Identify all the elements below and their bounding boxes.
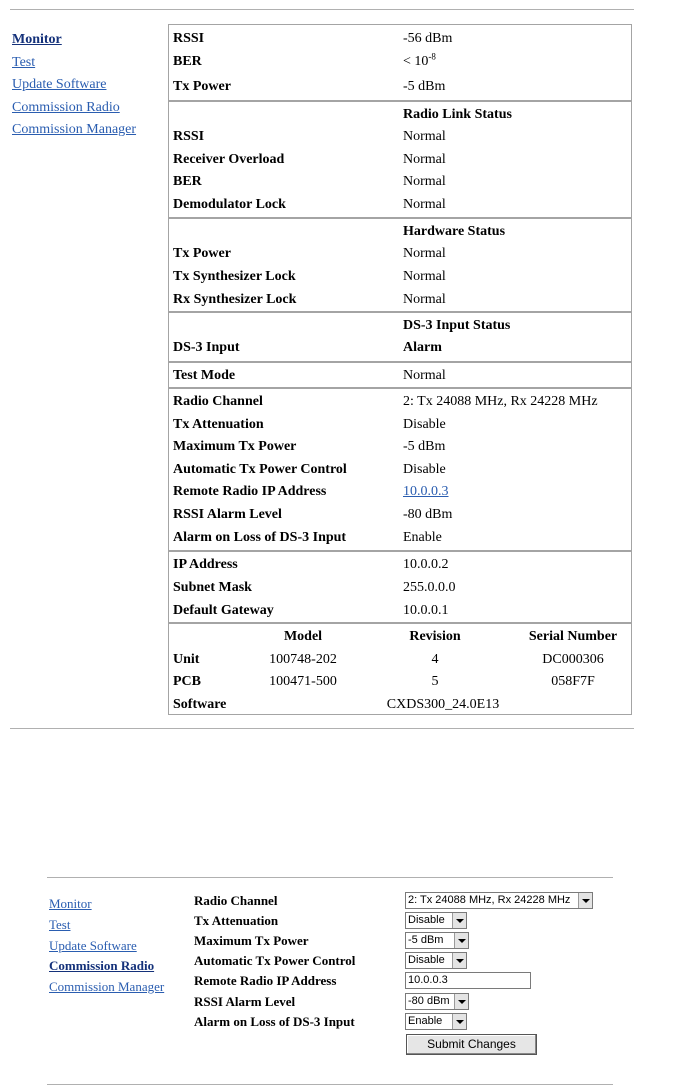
radio-channel-label: Radio Channel (194, 893, 278, 908)
bottom-divider (47, 1084, 613, 1085)
rssi-label: RSSI (173, 31, 205, 46)
ds3-alarm-value: Alarm (403, 340, 442, 355)
bottom-top-divider (47, 877, 613, 878)
status-row (173, 194, 627, 216)
chevron-down-icon (454, 994, 468, 1009)
nav-link-commission-radio[interactable]: Commission Radio (49, 958, 155, 974)
network-row (173, 577, 627, 599)
setting-row (173, 504, 627, 526)
network-value: 10.0.0.1 (403, 603, 449, 618)
ber-value: < $10^{-8}$ (403, 51, 436, 69)
status-label: Demodulator Lock (173, 197, 286, 212)
serial-header: Serial Number (528, 629, 618, 644)
unit-model: 100748-202 (269, 652, 337, 667)
status-value: Normal (403, 152, 446, 167)
network-label: IP Address (173, 557, 238, 572)
rssi-value: -56 dBm (403, 31, 453, 46)
versions-section (169, 622, 631, 716)
setting-label: Remote Radio IP Address (173, 484, 327, 499)
chevron-down-icon (578, 893, 592, 908)
setting-row (173, 459, 627, 481)
select-value: 2: Tx 24088 MHz, Rx 24228 MHz (408, 894, 571, 906)
network-label: Default Gateway (173, 603, 274, 618)
auto-tx-power-control-label: Automatic Tx Power Control (194, 953, 356, 968)
status-label: DS-3 Input (173, 340, 240, 355)
unit-label: Unit (173, 652, 200, 667)
ber-label: BER (173, 54, 202, 69)
setting-row (173, 436, 627, 458)
ds3-input-status-section (169, 311, 631, 363)
status-value: Normal (403, 246, 446, 261)
pcb-row (173, 671, 627, 693)
nav-link-test[interactable]: Test (49, 916, 71, 932)
status-panel (168, 24, 632, 715)
network-section (169, 550, 631, 624)
tx-attenuation-select[interactable] (405, 912, 467, 929)
status-value: Normal (403, 129, 446, 144)
status-label: RSSI (173, 129, 205, 144)
tx-attenuation-label: Tx Attenuation (194, 913, 279, 928)
status-row (173, 243, 627, 265)
status-value: Normal (403, 197, 446, 212)
setting-label: Automatic Tx Power Control (173, 462, 347, 477)
versions-header-row (173, 626, 627, 648)
status-value: Normal (403, 174, 446, 189)
tx-power-label: Tx Power (173, 79, 231, 94)
unit-serial: DC000306 (542, 652, 604, 667)
radio-link-status-heading: Radio Link Status (403, 107, 512, 122)
setting-value: 2: Tx 24088 MHz, Rx 24228 MHz (403, 394, 598, 409)
pcb-label: PCB (173, 674, 201, 689)
software-version: CXDS300_24.0E13 (386, 697, 500, 712)
setting-label: Tx Attenuation (173, 417, 264, 432)
status-value: Normal (403, 269, 446, 284)
setting-value: Disable (403, 462, 446, 477)
performance-section (169, 28, 631, 100)
top-divider (10, 9, 634, 10)
nav-link-commission-radio[interactable]: Commission Radio (12, 99, 120, 115)
chevron-down-icon (452, 1014, 466, 1029)
bottom-nav-menu (49, 894, 164, 998)
status-row (173, 337, 627, 359)
status-label: Rx Synthesizer Lock (173, 292, 297, 307)
test-mode-row (173, 365, 627, 387)
hardware-status-heading: Hardware Status (403, 224, 506, 239)
test-mode-value: Normal (403, 368, 446, 383)
select-value: -80 dBm (408, 995, 450, 1007)
middle-divider (10, 728, 634, 729)
remote-radio-ip-input[interactable] (405, 972, 531, 989)
auto-tx-power-control-select[interactable] (405, 952, 467, 969)
network-label: Subnet Mask (173, 580, 252, 595)
nav-link-test[interactable]: Test (12, 54, 36, 70)
radio-link-status-section (169, 100, 631, 218)
status-row (173, 149, 627, 171)
nav-link-commission-manager[interactable]: Commission Manager (12, 122, 137, 138)
setting-row (173, 481, 627, 503)
status-label: Tx Synthesizer Lock (173, 269, 296, 284)
select-value: Enable (408, 1015, 443, 1027)
nav-link-commission-manager[interactable]: Commission Manager (49, 979, 165, 995)
select-value: Disable (408, 954, 445, 966)
radio-settings-section (169, 387, 631, 552)
nav-link-update-software[interactable]: Update Software (12, 77, 107, 93)
select-value: -5 dBm (408, 934, 444, 946)
status-row (173, 266, 627, 288)
status-row (173, 289, 627, 311)
tx-power-value: -5 dBm (403, 79, 446, 94)
test-mode-section (169, 361, 631, 389)
setting-label: Alarm on Loss of DS-3 Input (173, 530, 347, 545)
network-row (173, 554, 627, 576)
status-label: BER (173, 174, 202, 189)
select-value: Disable (408, 914, 445, 926)
radio-channel-select[interactable] (405, 892, 593, 909)
ds3-input-status-heading: DS-3 Input Status (403, 318, 511, 333)
pcb-model: 100471-500 (269, 674, 337, 689)
max-tx-power-label: Maximum Tx Power (194, 933, 309, 948)
rssi-alarm-level-select[interactable] (405, 993, 469, 1010)
unit-row (173, 649, 627, 671)
submit-changes-button[interactable]: Submit Changes (406, 1034, 537, 1055)
setting-value: -5 dBm (403, 439, 446, 454)
chevron-down-icon (454, 933, 468, 948)
alarm-loss-ds3-label: Alarm on Loss of DS-3 Input (194, 1014, 355, 1029)
pcb-revision: 5 (431, 674, 439, 689)
revision-header: Revision (409, 629, 461, 644)
nav-link-monitor[interactable]: Monitor (12, 32, 62, 47)
software-label: Software (173, 697, 227, 712)
status-label: Receiver Overload (173, 152, 285, 167)
network-value: 10.0.0.2 (403, 557, 449, 572)
status-row (173, 126, 627, 148)
setting-value: Enable (403, 530, 442, 545)
test-mode-label: Test Mode (173, 368, 236, 383)
input-value: 10.0.0.3 (408, 974, 448, 986)
status-label: Tx Power (173, 246, 231, 261)
setting-label: Radio Channel (173, 394, 263, 409)
status-row (173, 171, 627, 193)
ber-row (173, 51, 627, 73)
setting-value: Disable (403, 417, 446, 432)
top-nav-menu (12, 29, 136, 142)
setting-label: Maximum Tx Power (173, 439, 297, 454)
rssi-alarm-level-label: RSSI Alarm Level (194, 994, 296, 1009)
setting-row (173, 391, 627, 413)
model-header: Model (283, 629, 323, 644)
max-tx-power-select[interactable] (405, 932, 469, 949)
alarm-loss-ds3-select[interactable] (405, 1013, 467, 1030)
remote-radio-ip-label: Remote Radio IP Address (194, 973, 337, 988)
tx-power-row (173, 76, 627, 98)
network-row (173, 600, 627, 622)
software-row (173, 694, 627, 716)
nav-link-update-software[interactable]: Update Software (49, 937, 137, 953)
setting-value: -80 dBm (403, 507, 453, 522)
status-value: Normal (403, 292, 446, 307)
chevron-down-icon (452, 913, 466, 928)
pcb-serial: 058F7F (551, 674, 595, 689)
rssi-row (173, 28, 627, 50)
remote-radio-ip-link[interactable]: 10.0.0.3 (403, 484, 449, 499)
network-value: 255.0.0.0 (403, 580, 456, 595)
unit-revision: 4 (431, 652, 439, 667)
setting-row (173, 414, 627, 436)
hardware-status-section (169, 217, 631, 313)
nav-link-monitor[interactable]: Monitor (49, 896, 92, 911)
chevron-down-icon (452, 953, 466, 968)
setting-label: RSSI Alarm Level (173, 507, 282, 522)
setting-row (173, 527, 627, 549)
